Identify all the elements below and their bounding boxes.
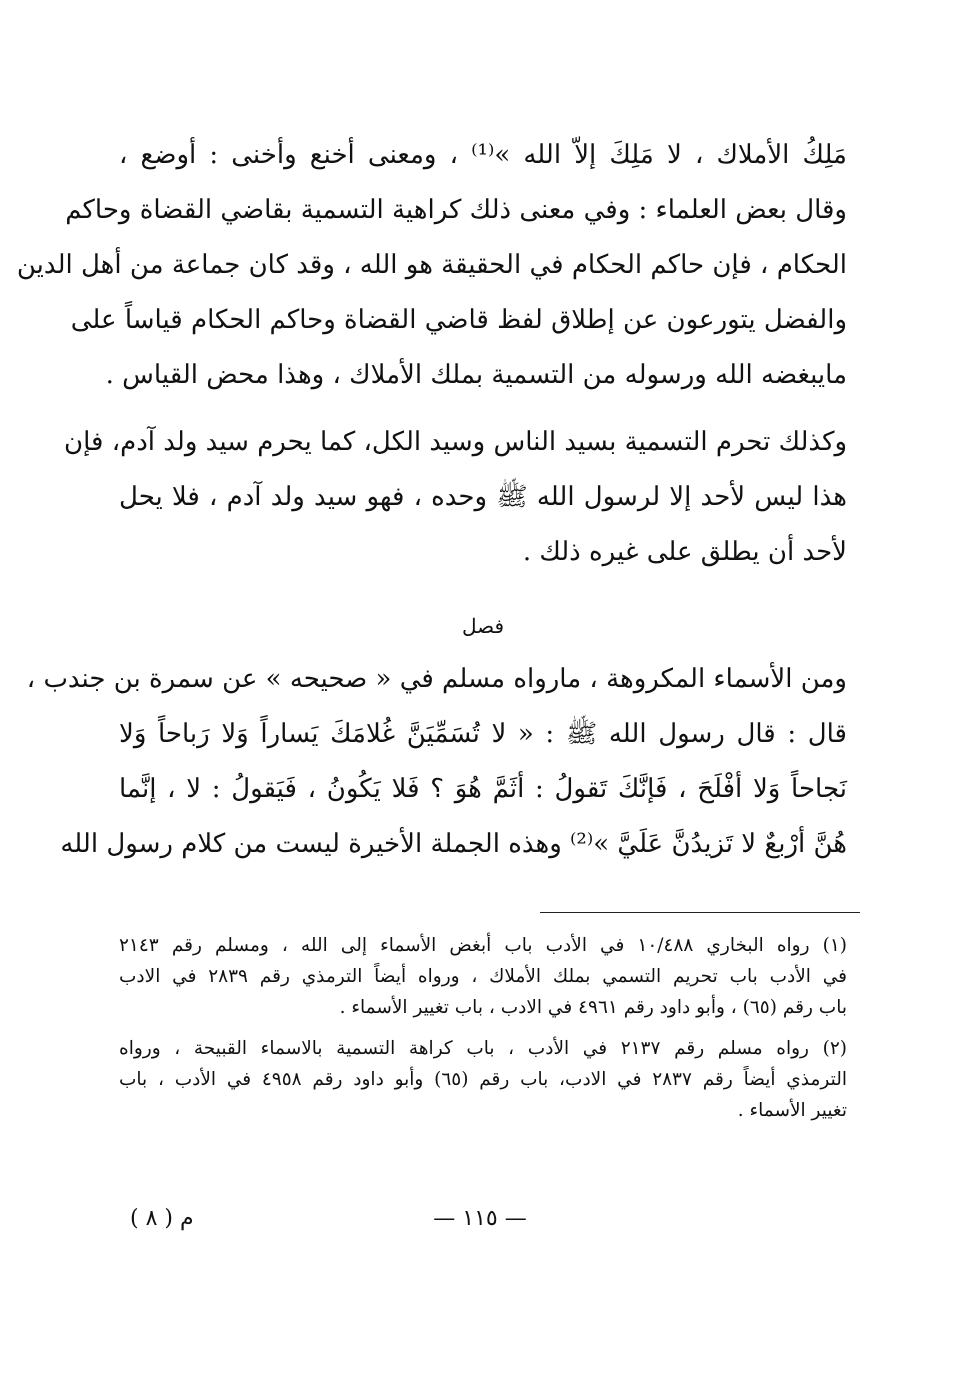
footnotes: [119, 930, 847, 1126]
footnote-2: [119, 1033, 847, 1126]
text-line: هذا ليس لأحد إلا لرسول الله ﷺ وحده ، فهو سيد ولد آدم ، فلا يحل: [119, 482, 847, 512]
section-heading: فصل: [461, 614, 505, 638]
page-number: — ١١٥ —: [433, 1206, 527, 1231]
text-line: ومن الأسماء المكروهة ، مارواه مسلم في « صحيحه » عن سمرة بن جندب ،: [26, 664, 847, 694]
signature-mark: م ( ٨ ): [130, 1206, 194, 1231]
paragraph-disliked-names: [26, 652, 847, 872]
text-line: مايبغضه الله ورسوله من التسمية بملك الأملاك ، وهذا محض القياس .: [105, 360, 847, 390]
text-line: مَلِكُ الأملاك ، لا مَلِكَ إلاّ الله »⁽¹⁾ ، ومعنى أخنع وأخنى : أوضع ،: [119, 140, 847, 170]
footnote-1: [119, 930, 847, 1023]
footnote-line: في الأدب باب تحريم التسمي بملك الأملاك ، ورواه أيضاً الترمذي رقم ٢٨٣٩ في الادب: [119, 966, 847, 987]
footnote-line: (١) رواه البخاري ١٠/٤٨٨ في الأدب باب أبغض الأسماء إلى الله ، ومسلم رقم ٢١٤٣: [119, 935, 847, 956]
text-line: هُنَّ أرْبعٌ لا تَزيدُنَّ عَلَيَّ »⁽²⁾ وهذه الجملة الأخيرة ليست من كلام رسول الله: [60, 829, 847, 859]
text-line: قال : قال رسول الله ﷺ : « لا تُسَمِّيَنَّ غُلامَكَ يَساراً وَلا رَباحاً وَلا: [119, 719, 847, 749]
text-line: الحكام ، فإن حاكم الحكام في الحقيقة هو الله ، وقد كان جماعة من أهل الدين: [16, 250, 847, 280]
text-line: نَجاحاً وَلا أفْلَحَ ، فَإنَّكَ تَقولُ : أثَمَّ هُوَ ؟ فَلا يَكُونُ ، فَيَقولُ : لا ، إنَّما: [119, 774, 847, 804]
paragraph-sayyid-naming: [64, 415, 847, 580]
footnote-line: الترمذي أيضاً رقم ٢٨٣٧ في الادب، باب رقم (٦٥) وأبو داود رقم ٤٩٥٨ في الأدب ، باب: [119, 1069, 847, 1090]
text-line: وقال بعض العلماء : وفي معنى ذلك كراهية التسمية بقاضي القضاة وحاكم: [65, 195, 847, 225]
text-line: والفضل يتورعون عن إطلاق لفظ قاضي القضاة وحاكم الحكام قياساً على: [70, 305, 847, 335]
footnote-line: تغيير الأسماء .: [737, 1100, 847, 1121]
footnote-line: (٢) رواه مسلم رقم ٢١٣٧ في الأدب ، باب كراهة التسمية بالاسماء القبيحة ، ورواه: [119, 1038, 848, 1059]
footnote-separator: [540, 912, 860, 913]
footnote-line: باب رقم (٦٥) ، وأبو داود رقم ٤٩٦١ في الادب ، باب تغيير الأسماء .: [339, 997, 847, 1018]
paragraph-names-of-kings: [16, 128, 847, 403]
text-line: لأحد أن يطلق على غيره ذلك .: [522, 537, 847, 567]
text-line: وكذلك تحرم التسمية بسيد الناس وسيد الكل، كما يحرم سيد ولد آدم، فإن: [64, 427, 847, 457]
main-text: [16, 128, 847, 872]
